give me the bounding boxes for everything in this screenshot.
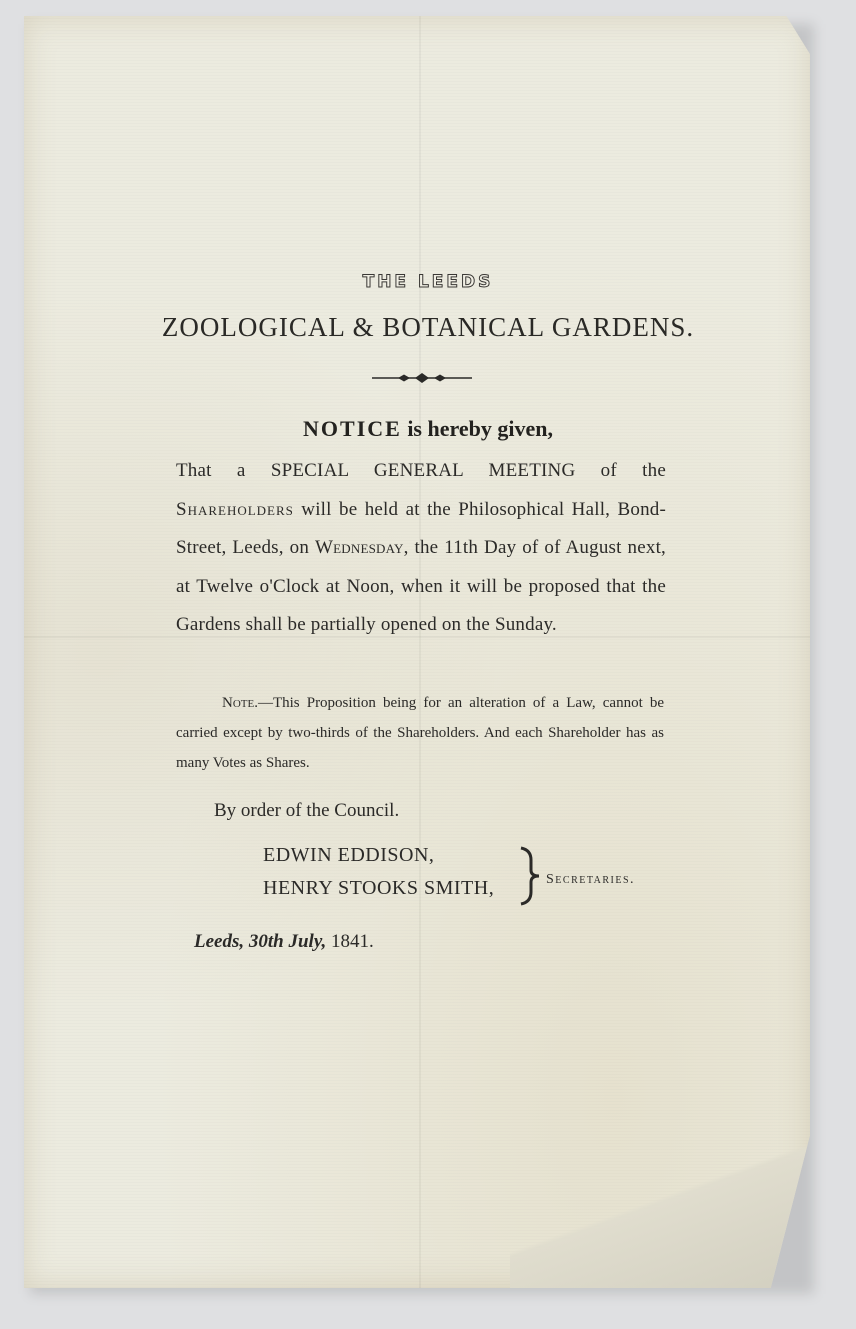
note-paragraph	[176, 688, 664, 778]
notice-lead: NOTICE	[303, 416, 402, 441]
ornament-divider-icon	[368, 371, 476, 385]
date-line	[194, 931, 374, 953]
brace-icon	[517, 846, 543, 906]
shareholders-term: Shareholders	[176, 498, 294, 520]
body-part-3: the 11th Day of of August next, at Twelve o'Clock at Noon, when it will be proposed that the Gardens shall be partially opened on the Sunday.	[176, 537, 666, 635]
signatory-2: HENRY STOOKS SMITH,	[263, 877, 495, 899]
header-small: THE LEEDS	[362, 272, 494, 292]
notice-heading	[0, 416, 856, 442]
note-text-wrap	[176, 688, 664, 778]
date-day: 30th July,	[248, 931, 327, 952]
note-text: —This Proposition being for an alteration of a Law, cannot be carried except by two-thirds of the Shareholders. And each Shareholder has as many Votes as Shares.	[176, 695, 664, 771]
wednesday-term: Wednesday,	[315, 537, 409, 558]
date-year: 1841.	[331, 931, 374, 952]
secretaries-label: Secretaries.	[546, 872, 636, 887]
notice-rest: is hereby given,	[407, 416, 553, 441]
paper-sheet	[24, 16, 810, 1288]
note-label: Note.	[222, 695, 258, 711]
order-line: By order of the Council.	[214, 800, 400, 821]
date-place: Leeds,	[194, 931, 245, 952]
page-title: ZOOLOGICAL & BOTANICAL GARDENS.	[161, 312, 695, 342]
body-part-2: will be held at the Philosophical Hall, Bond-Street, Leeds, on	[176, 498, 667, 558]
signatory-1: EDWIN EDDISON,	[263, 844, 435, 866]
fold-line-vertical	[419, 16, 421, 1288]
body-part-1: That a SPECIAL GENERAL MEETING of the	[176, 460, 666, 481]
folded-corner	[510, 1118, 810, 1288]
notice-body	[176, 452, 666, 645]
